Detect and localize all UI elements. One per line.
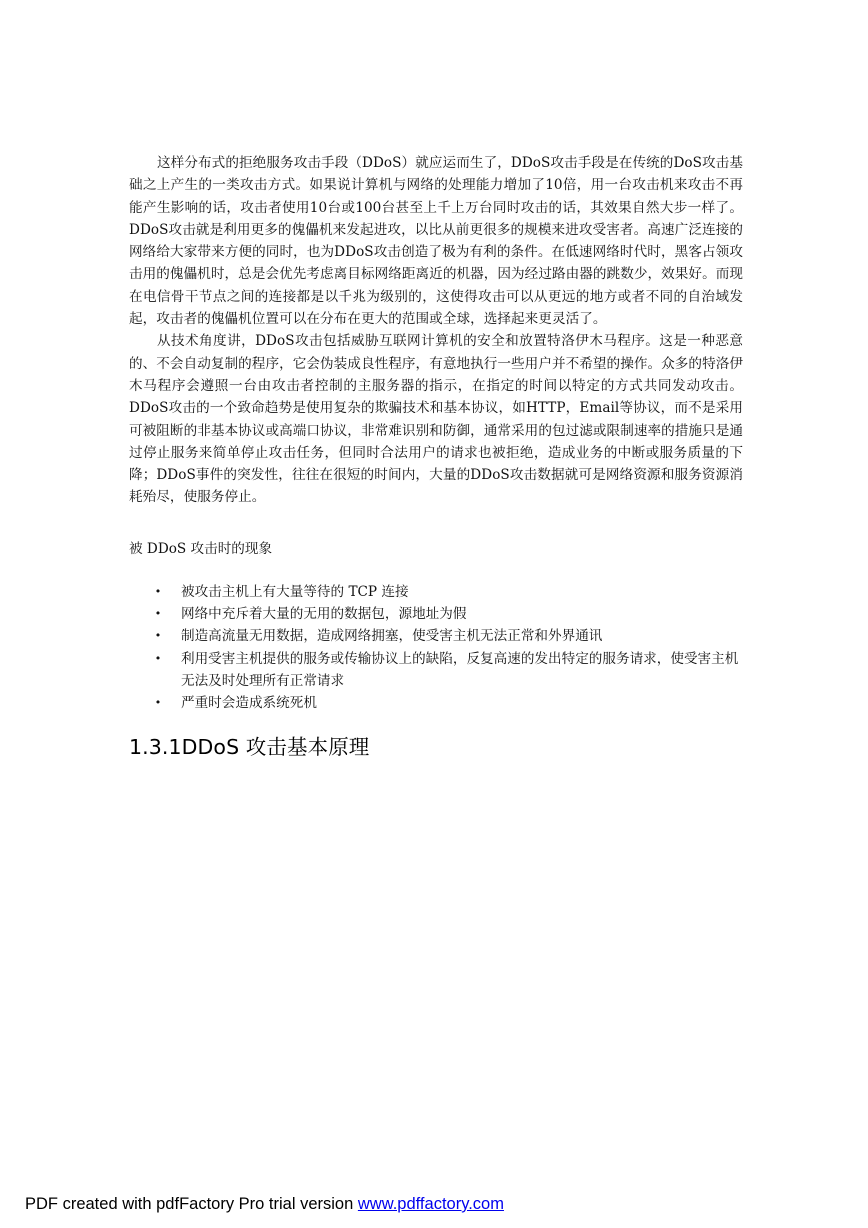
footer-text: PDF created with pdfFactory Pro trial version — [25, 1195, 358, 1213]
document-body — [129, 152, 743, 762]
symptom-list-item — [129, 625, 743, 647]
symptom-text: 严重时会造成系统死机 — [181, 695, 317, 712]
symptom-text: 被攻击主机上有大量等待的 TCP 连接 — [181, 583, 409, 600]
body-paragraph-2: 从技术角度讲，DDoS攻击包括威胁互联网计算机的安全和放置特洛伊木马程序。这是一种恶意的、不会自动复制的程序，它会伪装成良性程序，有意地执行一些用户并不希望的操作。众多的特洛伊木马程序会遵照一台由攻击者控制的主服务器的指示，在指定的时间以特定的方式共同发动攻击。DDoS攻击的一个致命趋势是使用复杂的欺骗技术和基本协议，如HTTP，Email等协议，而不是采用可被阻断的非基本协议或高端口协议，非常难识别和防御，通常采用的包过滤或限制速率的措施只是通过停止服务来简单停止攻击任务，但同时合法用户的请求也被拒绝，造成业务的中断或服务质量的下降；DDoS事件的突发性，往往在很短的时间内，大量的DDoS攻击数据就可是网络资源和服务资源消耗殆尽，使服务停止。 — [129, 333, 743, 506]
symptom-list-item — [129, 648, 743, 693]
symptoms-title: 被 DDoS 攻击时的现象 — [129, 540, 273, 557]
symptom-text: 制造高流量无用数据，造成网络拥塞，使受害主机无法正常和外界通讯 — [181, 628, 603, 645]
bullet-icon: • — [154, 651, 162, 665]
symptom-list-item — [129, 692, 743, 714]
symptom-list-item — [129, 581, 743, 603]
pdf-footer — [25, 1193, 504, 1215]
symptom-text: 网络中充斥着大量的无用的数据包，源地址为假 — [181, 606, 467, 623]
bullet-icon: • — [154, 696, 162, 710]
section-heading: 1.3.1DDoS 攻击基本原理 — [129, 734, 370, 759]
bullet-icon: • — [154, 607, 162, 621]
symptom-text: 利用受害主机提供的服务或传输协议上的缺陷，反复高速的发出特定的服务请求，使受害主机无法及时处理所有正常请求 — [181, 650, 739, 689]
bullet-icon: • — [154, 584, 162, 598]
bullet-icon: • — [154, 629, 162, 643]
symptoms-list — [129, 581, 743, 715]
pdffactory-link[interactable]: www.pdffactory.com — [357, 1195, 504, 1213]
symptom-list-item — [129, 603, 743, 625]
body-paragraph-1: 这样分布式的拒绝服务攻击手段（DDoS）就应运而生了，DDoS攻击手段是在传统的DoS攻击基础之上产生的一类攻击方式。如果说计算机与网络的处理能力增加了10倍，用一台攻击机来攻击不再能产生影响的话，攻击者使用10台或100台甚至上千上万台同时攻击的话，其效果自然大步一样了。DDoS攻击就是利用更多的傀儡机来发起进攻，以比从前更很多的规模来进攻受害者。高速广泛连接的网络给大家带来方便的同时，也为DDoS攻击创造了极为有利的条件。在低速网络时代时，黑客占领攻击用的傀儡机时，总是会优先考虑离目标网络距离近的机器，因为经过路由器的跳数少，效果好。而现在电信骨干节点之间的连接都是以千兆为级别的，这使得攻击可以从更远的地方或者不同的自治域发起，攻击者的傀儡机位置可以在分布在更大的范围或全球，选择起来更灵活了。 — [129, 155, 743, 328]
